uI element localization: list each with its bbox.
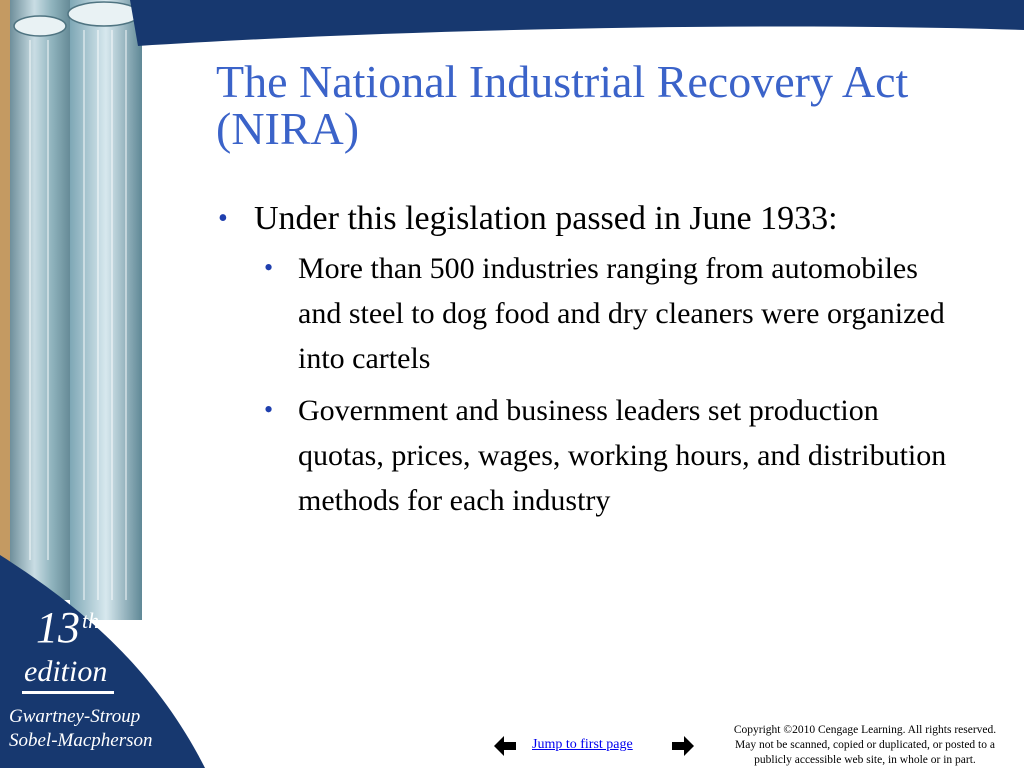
sub-bullet-item [258,246,954,381]
bullet-text: Under this legislation passed in June 1933: [254,200,838,237]
copyright-line-2: May not be scanned, copied or duplicated, or posted to a [735,739,995,751]
edition-number: 13 [36,603,80,652]
edition-word: edition [24,655,108,688]
sub-bullet-icon: • [264,395,274,424]
bullet-list [214,198,954,530]
copyright-line-3: publicly accessible web site, in whole or in part. [754,754,976,766]
edition-divider [22,691,114,694]
column-right [70,0,142,620]
sub-bullet-list [258,246,954,523]
authors [9,705,153,753]
bullet-item [214,198,954,240]
authors-line-1: Gwartney-Stroup [9,706,141,727]
arrow-right-icon[interactable] [670,733,696,759]
copyright-line-1: Copyright ©2010 Cengage Learning. All rights reserved. [733,724,997,736]
sub-bullet-text: More than 500 industries ranging from automobiles and steel to dog food and dry cleaners were organized into cartels [298,252,945,375]
authors-line-2: Sobel-Macpherson [9,730,153,751]
edition-suffix: th [82,608,100,633]
arrow-left-icon[interactable] [492,733,518,759]
sub-bullet-item [258,388,954,523]
top-swoosh [130,0,1024,46]
column-left [10,0,80,600]
slide-title: The National Industrial Recovery Act (NIRA) [216,56,909,154]
sub-bullet-text: Government and business leaders set production quotas, prices, wages, working hours, and distribution methods for each industry [298,394,947,517]
bullet-icon: • [218,203,228,234]
sub-bullet-icon: • [264,253,274,282]
jump-to-first-page-link[interactable]: Jump to first page [532,737,633,752]
edition-label [24,603,108,688]
copyright-notice [712,723,1018,768]
